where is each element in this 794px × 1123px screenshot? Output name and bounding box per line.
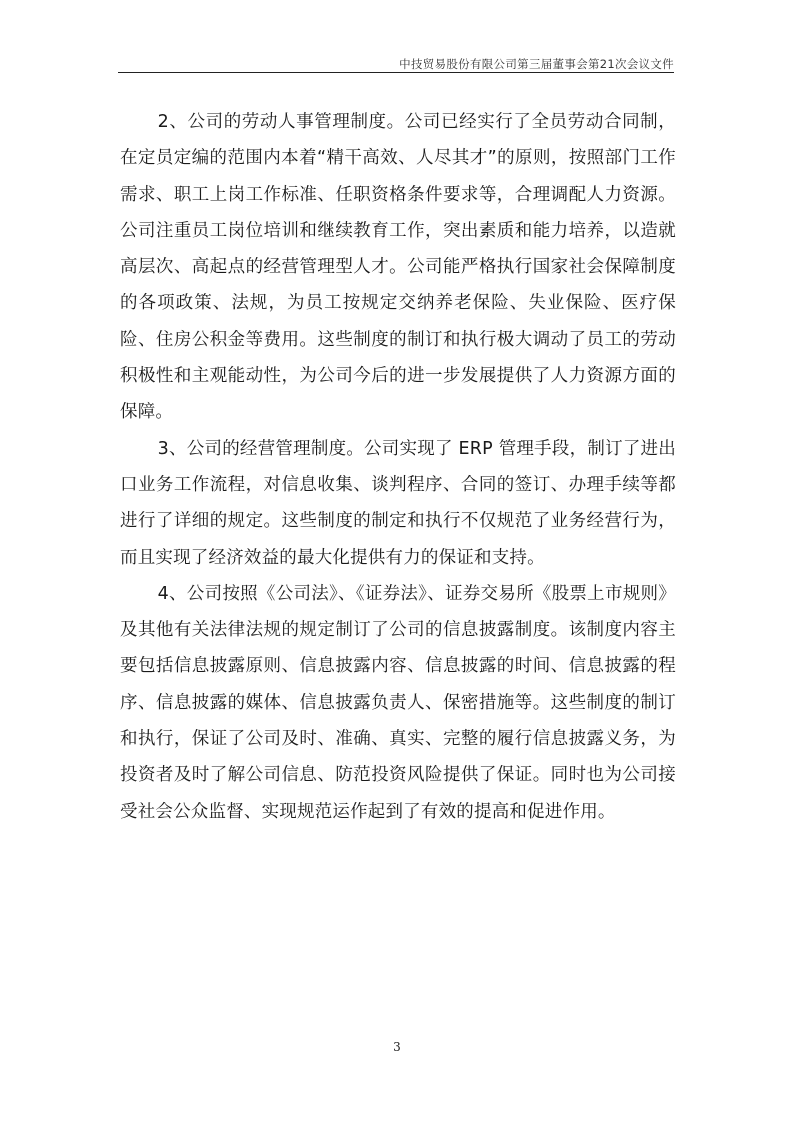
paragraph-labor-personnel: 2、公司的劳动人事管理制度。公司已经实行了全员劳动合同制，在定员定编的范围内本着“精干高效、人尽其才”的原则，按照部门工作需求、职工上岗工作标准、任职资格条件要求等，合理调配人力资源。公司注重员工岗位培训和继续教育工作，突出素质和能力培养，以造就高层次、高起点的经营管理型人才。公司能严格执行国家社会保障制度的各项政策、法规，为员工按规定交纳养老保险、失业保险、医疗保险、住房公积金等费用。这些制度的制订和执行极大调动了员工的劳动积极性和主观能动性，为公司今后的进一步发展提供了人力资源方面的保障。 — [120, 112, 676, 423]
paragraph-information-disclosure: 4、公司按照《公司法》、《证券法》、证券交易所《股票上市规则》及其他有关法律法规的规定制订了公司的信息披露制度。该制度内容主要包括信息披露原则、信息披露内容、信息披露的时间、信息披露的程序、信息披露的媒体、信息披露负责人、保密措施等。这些制度的制订和执行，保证了公司及时、准确、真实、完整的履行信息披露义务，为投资者及时了解公司信息、防范投资风险提供了保证。同时也为公司接受社会公众监督、实现规范运作起到了有效的提高和促进作用。 — [120, 583, 676, 822]
header-divider — [118, 72, 674, 73]
paragraph-business-management: 3、公司的经营管理制度。公司实现了 ERP 管理手段，制订了进出口业务工作流程，对信息收集、谈判程序、合同的签订、办理手续等都进行了详细的规定。这些制度的制定和执行不仅规范了业务经营行为，而且实现了经济效益的最大化提供有力的保证和支持。 — [120, 438, 676, 568]
document-header: 中技贸易股份有限公司第三届董事会第21次会议文件 — [399, 57, 674, 71]
document-body — [120, 104, 676, 830]
page-number: 3 — [393, 1040, 401, 1054]
